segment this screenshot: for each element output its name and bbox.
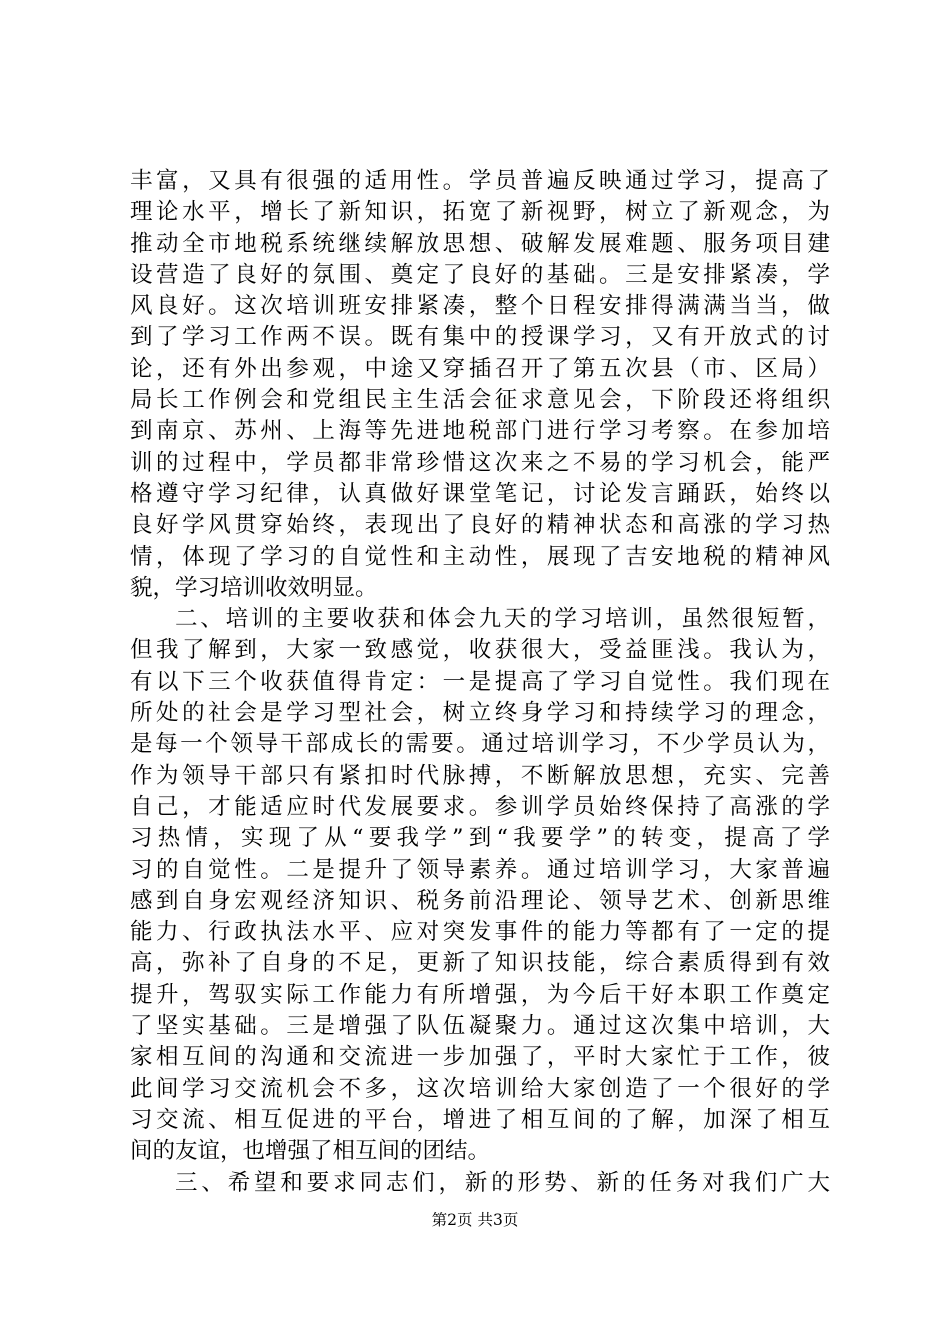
body-line: 局长工作例会和党组民主生活会征求意见会，下阶段还将组织 <box>130 387 830 414</box>
document-body <box>130 166 830 1199</box>
body-line: 间的友谊，也增强了相互间的团结。 <box>130 1138 491 1165</box>
section-heading-line: 三、希望和要求同志们，新的形势、新的任务对我们广大 <box>175 1169 830 1196</box>
body-line: 到南京、苏州、上海等先进地税部门进行学习考察。在参加培 <box>130 418 830 445</box>
body-line: 提升，驾驭实际工作能力有所增强，为今后干好本职工作奠定 <box>130 981 830 1008</box>
body-line: 所处的社会是学习型社会，树立终身学习和持续学习的理念， <box>130 700 830 727</box>
body-line: 理论水平，增长了新知识，拓宽了新视野，树立了新观念，为 <box>130 199 830 226</box>
page-footer <box>0 1210 950 1230</box>
body-line: 丰富，又具有很强的适用性。学员普遍反映通过学习，提高了 <box>130 168 830 194</box>
body-line: 但我了解到，大家一致感觉，收获很大，受益匪浅。我认为， <box>130 637 830 664</box>
body-line: 风良好。这次培训班安排紧凑，整个日程安排得满满当当，做 <box>130 293 830 320</box>
body-line: 到了学习工作两不误。既有集中的授课学习，又有开放式的讨 <box>130 324 830 351</box>
body-line: 作为领导干部只有紧扣时代脉搏，不断解放思想，充实、完善 <box>130 762 830 789</box>
body-line: 论，还有外出参观，中途又穿插召开了第五次县（市、区局） <box>130 355 830 382</box>
body-line: 设营造了良好的氛围、奠定了良好的基础。三是安排紧凑，学 <box>130 261 830 288</box>
body-line: 情，体现了学习的自觉性和主动性，展现了吉安地税的精神风 <box>130 543 830 570</box>
body-line: 习热情，实现了从“要我学”到“我要学”的转变，提高了学 <box>130 825 830 852</box>
body-line: 自己，才能适应时代发展要求。参训学员始终保持了高涨的学 <box>130 793 830 820</box>
body-line: 能力、行政执法水平、应对突发事件的能力等都有了一定的提 <box>130 919 830 946</box>
body-line: 习交流、相互促进的平台，增进了相互间的了解，加深了相互 <box>130 1106 830 1133</box>
body-line: 推动全市地税系统继续解放思想、破解发展难题、服务项目建 <box>130 230 830 257</box>
body-line: 良好学风贯穿始终，表现出了良好的精神状态和高涨的学习热 <box>130 512 830 539</box>
body-line: 有以下三个收获值得肯定：一是提高了学习自觉性。我们现在 <box>130 668 830 695</box>
body-line: 家相互间的沟通和交流进一步加强了，平时大家忙于工作，彼 <box>130 1044 830 1071</box>
body-line: 高，弥补了自身的不足，更新了知识技能，综合素质得到有效 <box>130 950 830 977</box>
body-line: 此间学习交流机会不多，这次培训给大家创造了一个很好的学 <box>130 1075 830 1102</box>
body-line: 习的自觉性。二是提升了领导素养。通过培训学习，大家普遍 <box>130 856 830 883</box>
section-heading-line: 二、培训的主要收获和体会九天的学习培训，虽然很短暂， <box>175 606 830 633</box>
body-line: 是每一个领导干部成长的需要。通过培训学习，不少学员认为， <box>130 731 830 758</box>
page-indicator: 第2页 共3页 <box>431 1211 519 1229</box>
body-line: 感到自身宏观经济知识、税务前沿理论、领导艺术、创新思维 <box>130 887 830 914</box>
body-line: 貌，学习培训收效明显。 <box>130 574 378 601</box>
body-line: 格遵守学习纪律，认真做好课堂笔记，讨论发言踊跃，始终以 <box>130 480 830 507</box>
body-line: 了坚实基础。三是增强了队伍凝聚力。通过这次集中培训，大 <box>130 1013 830 1040</box>
body-line: 训的过程中，学员都非常珍惜这次来之不易的学习机会，能严 <box>130 449 830 476</box>
